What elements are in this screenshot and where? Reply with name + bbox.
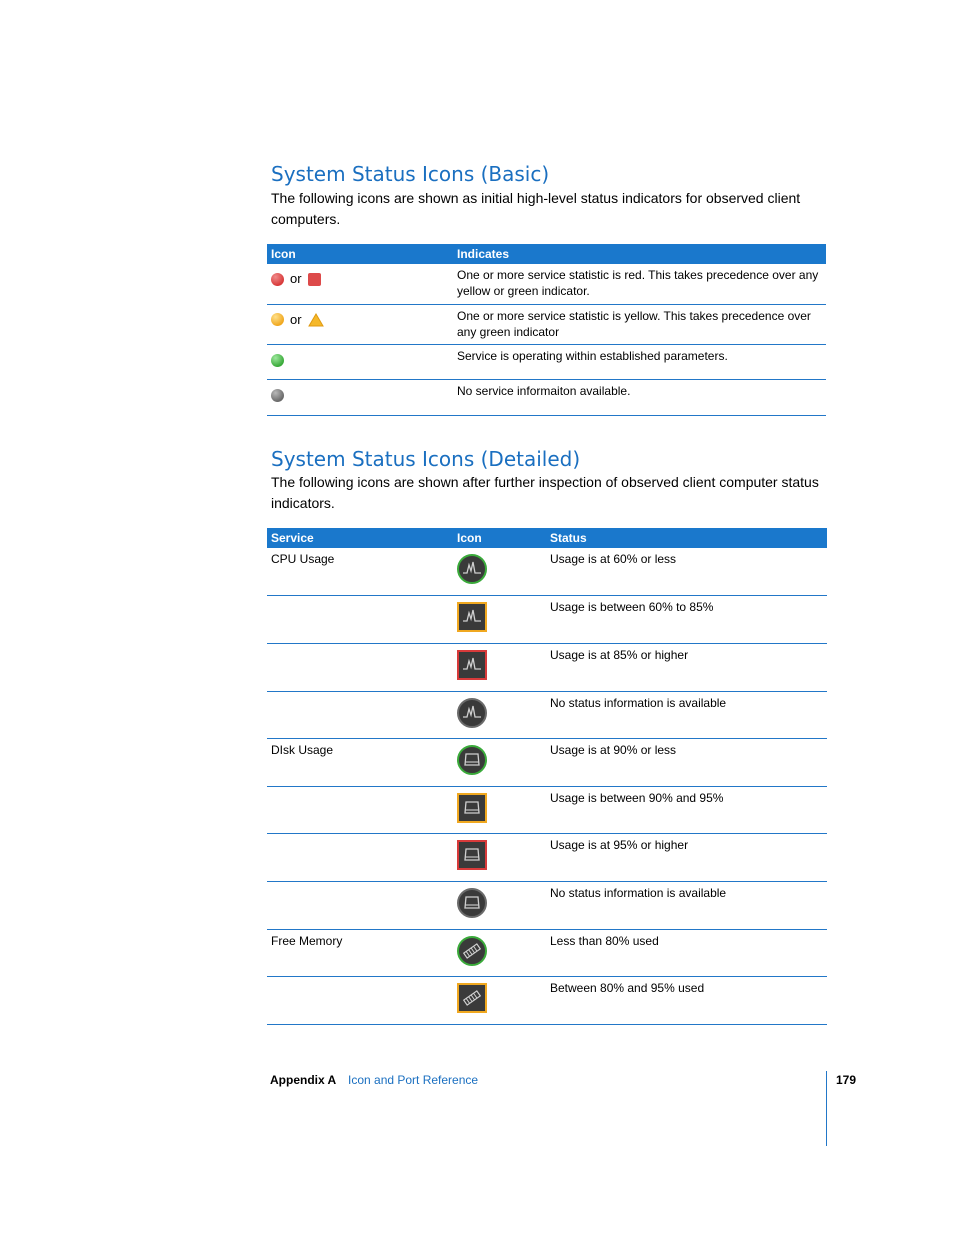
cpu-red-icon [457, 650, 487, 680]
table-row [267, 379, 826, 415]
table-row [267, 548, 827, 595]
status-text: Usage is at 85% or higher [546, 643, 827, 691]
indicates-text: No service informaiton available. [453, 379, 826, 415]
basic-section-intro: The following icons are shown as initial high-level status indicators for observed client computers. [271, 190, 801, 227]
cpu-gray-icon [457, 698, 487, 728]
service-name [267, 786, 453, 833]
service-name [267, 976, 453, 1024]
yellow-circle-icon [271, 313, 284, 326]
detailed-header-status: Status [546, 528, 827, 548]
basic-table-header-row [267, 244, 826, 264]
service-name [267, 595, 453, 643]
table-row [267, 643, 827, 691]
disk-yellow-icon [457, 793, 487, 823]
memory-yellow-icon [457, 983, 487, 1013]
status-text: Usage is between 60% to 85% [546, 595, 827, 643]
table-row [267, 595, 827, 643]
status-text: No status information is available [546, 691, 827, 738]
disk-green-icon [457, 745, 487, 775]
footer-divider [826, 1071, 827, 1146]
service-name [267, 881, 453, 929]
table-row [267, 264, 826, 304]
service-name: CPU Usage [267, 548, 453, 595]
table-row [267, 738, 827, 786]
status-text: Usage is at 95% or higher [546, 833, 827, 881]
detailed-header-service: Service [267, 528, 453, 548]
table-row [267, 881, 827, 929]
page-number: 179 [836, 1073, 857, 1087]
indicates-text: One or more service statistic is yellow. This takes precedence over any green indicator [453, 304, 826, 344]
basic-header-indicates: Indicates [453, 244, 826, 264]
detailed-table-header-row [267, 528, 827, 548]
table-row [267, 833, 827, 881]
cpu-yellow-icon [457, 602, 487, 632]
table-row [267, 691, 827, 738]
gray-circle-icon [271, 389, 284, 402]
table-row [267, 976, 827, 1024]
table-row [267, 344, 826, 379]
detailed-header-icon: Icon [453, 528, 546, 548]
status-text: Usage is between 90% and 95% [546, 786, 827, 833]
detailed-section-intro: The following icons are shown after further inspection of observed client computer status indicators. [271, 474, 819, 511]
table-row [267, 304, 826, 344]
table-row [267, 929, 827, 976]
yellow-triangle-icon [308, 313, 324, 327]
basic-section-title: System Status Icons (Basic) [271, 162, 550, 186]
service-name [267, 643, 453, 691]
memory-green-icon [457, 936, 487, 966]
service-name [267, 691, 453, 738]
service-name: DIsk Usage [267, 738, 453, 786]
footer-appendix-label: Appendix A [270, 1073, 337, 1087]
or-label: or [290, 311, 302, 327]
status-text: Usage is at 60% or less [546, 548, 827, 595]
red-circle-icon [271, 273, 284, 286]
status-text: No status information is available [546, 881, 827, 929]
indicates-text: One or more service statistic is red. This takes precedence over any yellow or green indicator. [453, 264, 826, 304]
red-square-icon [308, 273, 321, 286]
status-text: Between 80% and 95% used [546, 976, 827, 1024]
detailed-section-title: System Status Icons (Detailed) [271, 447, 581, 471]
service-name: Free Memory [267, 929, 453, 976]
status-text: Less than 80% used [546, 929, 827, 976]
disk-gray-icon [457, 888, 487, 918]
table-row [267, 786, 827, 833]
detailed-status-table [267, 528, 827, 1025]
green-circle-icon [271, 354, 284, 367]
service-name [267, 833, 453, 881]
cpu-green-icon [457, 554, 487, 584]
status-text: Usage is at 90% or less [546, 738, 827, 786]
basic-header-icon: Icon [267, 244, 453, 264]
footer-reference-link[interactable]: Icon and Port Reference [348, 1073, 479, 1087]
disk-red-icon [457, 840, 487, 870]
basic-status-table [267, 244, 826, 416]
indicates-text: Service is operating within established parameters. [453, 344, 826, 379]
or-label: or [290, 271, 302, 286]
